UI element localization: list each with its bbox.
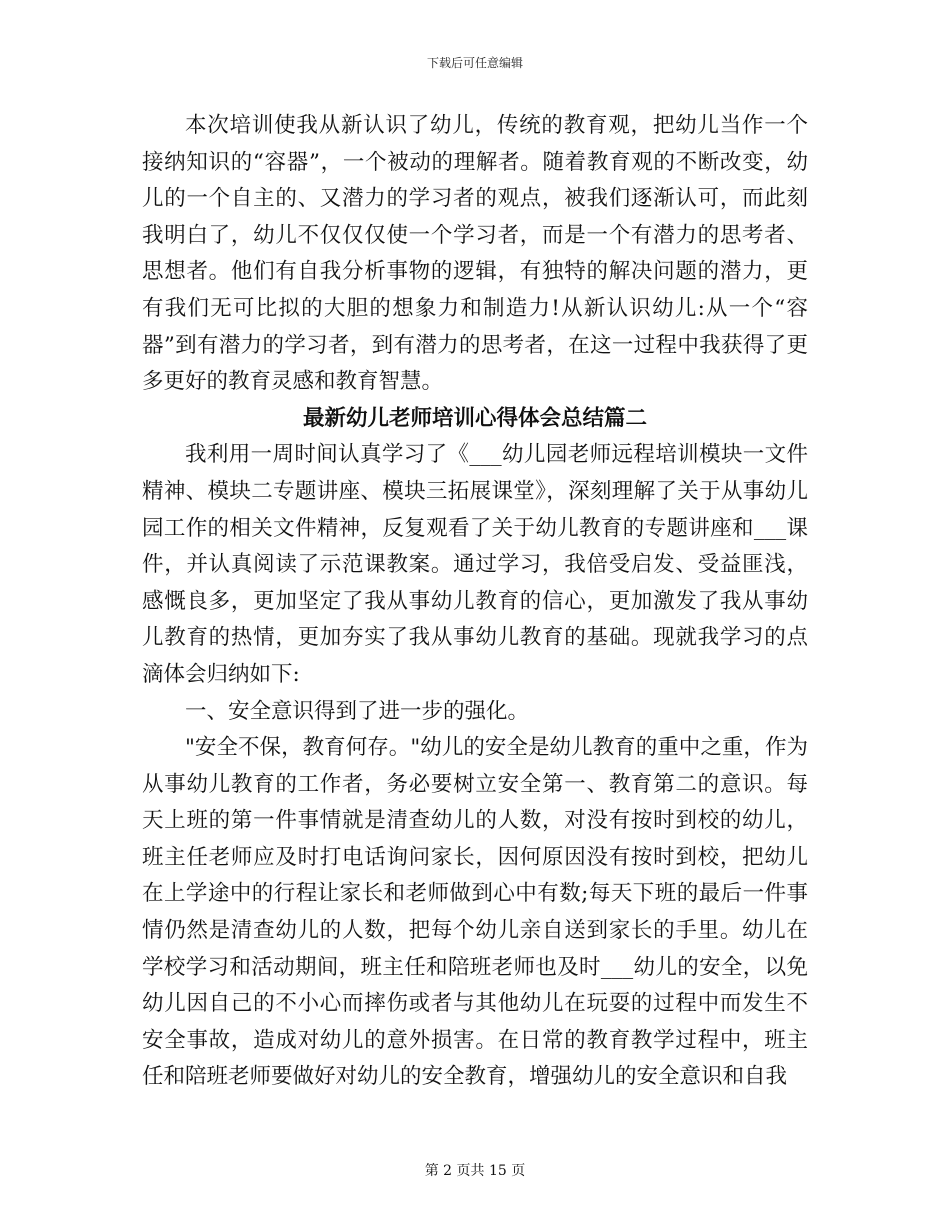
paragraph: "安全不保，教育何存。"幼儿的安全是幼儿教育的重中之重，作为从事幼儿教育的工作者，务必要树立安全第一、教育第二的意识。每天上班的第一件事情就是清查幼儿的人数，对没有按时到校的幼儿，班主任老师应及时打电话询问家长，因何原因没有按时到校，把幼儿在上学途中的行程让家长和老师做到心中有数;每天下班的最后一件事情仍然是清查幼儿的人数，把每个幼儿亲自送到家长的手里。幼儿在学校学习和活动期间，班主任和陪班老师也及时___幼儿的安全，以免幼儿因自己的不小心而摔伤或者与其他幼儿在玩耍的过程中而发生不安全事故，造成对幼儿的意外损害。在日常的教育教学过程中，班主任和陪班老师要做好对幼儿的安全教育，增强幼儿的安全意识和自我 [142,735,808,1090]
paragraph: 一、安全意识得到了进一步的强化。 [185,698,530,724]
page-footer: 第 2 页共 15 页 [424,1163,526,1179]
document-body [142,108,808,1096]
paragraph: 本次培训使我从新认识了幼儿，传统的教育观，把幼儿当作一个接纳知识的“容器”，一个被动的理解者。随着教育观的不断改变，幼儿的一个自主的、又潜力的学习者的观点，被我们逐渐认可，而此刻我明白了，幼儿不仅仅仅使一个学习者，而是一个有潜力的思考者、思想者。他们有自我分析事物的逻辑，有独特的解决问题的潜力，更有我们无可比拟的大胆的想象力和制造力!从新认识幼儿:从一个“容器”到有潜力的学习者，到有潜力的思考者，在这一过程中我获得了更多更好的教育灵感和教育智慧。 [142,113,808,395]
section-title: 最新幼儿老师培训心得体会总结篇二 [302,405,647,431]
paragraph: 我利用一周时间认真学习了《___幼儿园老师远程培训模块一文件精神、模块二专题讲座、模块三拓展课堂》，深刻理解了关于从事幼儿园工作的相关文件精神，反复观看了关于幼儿教育的专题讲座和___课件，并认真阅读了示范课教案。通过学习，我倍受启发、受益匪浅，感慨良多，更加坚定了我从事幼儿教育的信心，更加激发了我从事幼儿教育的热情，更加夯实了我从事幼儿教育的基础。现就我学习的点滴体会归纳如下: [142,442,808,687]
page-header: 下载后可任意编辑 [426,56,523,70]
